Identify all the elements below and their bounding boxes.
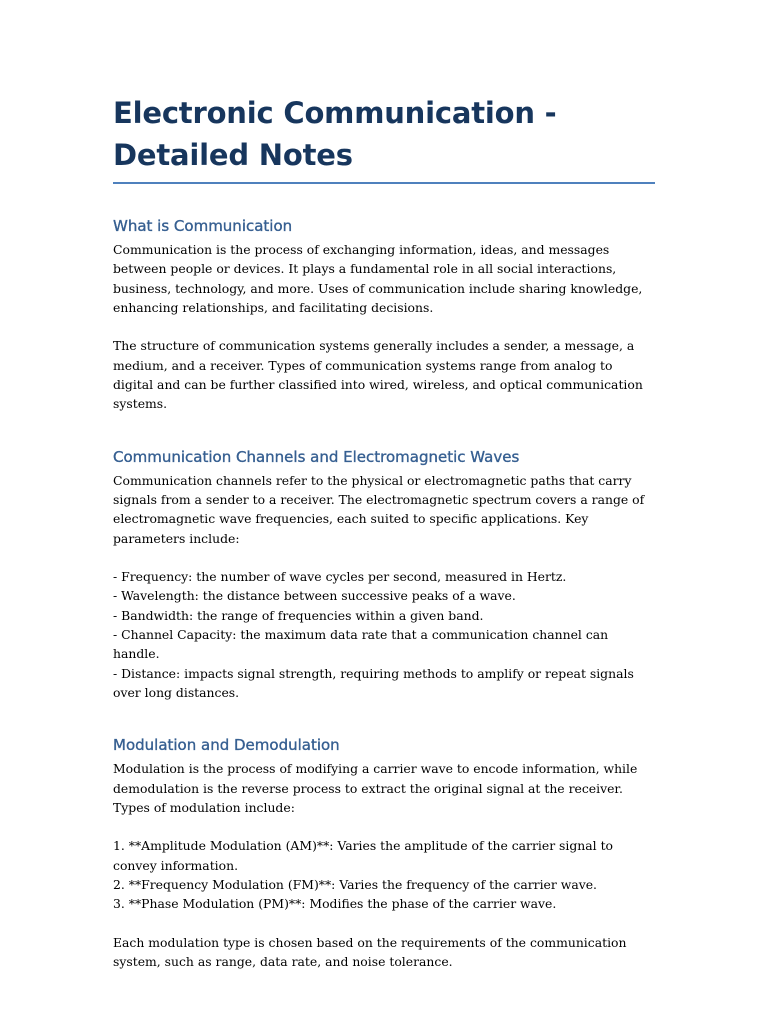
paragraph: Each modulation type is chosen based on the requirements of the communication system, such as range, data rate, and noise tolerance. xyxy=(113,934,627,970)
paragraph-gap xyxy=(113,817,655,836)
paragraph: Communication channels refer to the physical or electromagnetic paths that carry signals from a sender to a receiver. The electromagnetic spectrum covers a range of electromagnetic wave frequencies, each suited to specific applications. Key parameters include: xyxy=(113,472,645,546)
paragraph-gap xyxy=(113,914,655,933)
list-item: - Wavelength: the distance between successive peaks of a wave. xyxy=(113,588,516,604)
document-page xyxy=(113,92,655,972)
section-modulation-demodulation xyxy=(113,735,655,971)
section-heading: Modulation and Demodulation xyxy=(113,736,340,755)
paragraph: The structure of communication systems generally includes a sender, a message, a medium, and a receiver. Types of communication systems range from analog to digital and can be further classified into wired, wireless, and optical communication systems. xyxy=(113,338,643,412)
list-item: - Bandwidth: the range of frequencies within a given band. xyxy=(113,607,484,623)
list-item: - Channel Capacity: the maximum data rate that a communication channel can handle. xyxy=(113,627,609,662)
section-heading: Communication Channels and Electromagnetic Waves xyxy=(113,447,520,466)
section-what-is-communication xyxy=(113,216,655,414)
section-communication-channels xyxy=(113,447,655,703)
section-heading: What is Communication xyxy=(113,217,293,235)
list-item: 1. **Amplitude Modulation (AM)**: Varies the amplitude of the carrier signal to convey information. xyxy=(113,838,614,873)
document-title: Electronic Communication - Detailed Notes xyxy=(113,92,655,184)
list-item: 3. **Phase Modulation (PM)**: Modifies the phase of the carrier wave. xyxy=(113,896,557,912)
list-item: - Frequency: the number of wave cycles per second, measured in Hertz. xyxy=(113,569,567,585)
paragraph-gap xyxy=(113,548,655,567)
paragraph: Modulation is the process of modifying a carrier wave to encode information, while demodulation is the reverse process to extract the original signal at the receiver. Types of modulation include: xyxy=(113,761,638,815)
paragraph-gap xyxy=(113,317,655,336)
list-item: - Distance: impacts signal strength, requiring methods to amplify or repeat signals over long distances. xyxy=(113,665,634,700)
paragraph: Communication is the process of exchanging information, ideas, and messages between people or devices. It plays a fundamental role in all social interactions, business, technology, and more. Uses of communication include sharing knowledge, enhancing relationships, and facilitating decisions. xyxy=(113,242,643,315)
list-item: 2. **Frequency Modulation (FM)**: Varies the frequency of the carrier wave. xyxy=(113,877,597,893)
